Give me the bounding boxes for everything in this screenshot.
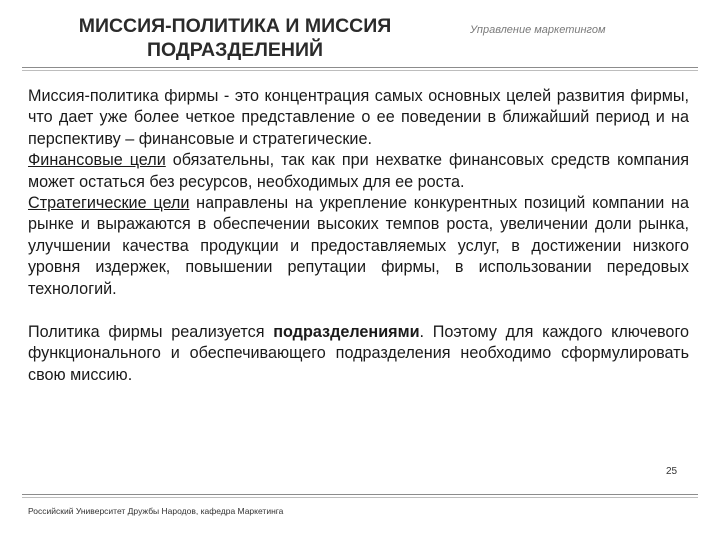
course-label: Управление маркетингом [470,24,606,36]
term-departments: подразделениями [273,323,420,342]
footer-institution: Российский Университет Дружбы Народов, кафедра Маркетинга [28,506,284,516]
slide-title [40,14,430,62]
term-mission-policy: Миссия-политика фирмы [28,87,219,105]
paragraph-financial-goals [28,150,689,193]
slide-title-line2: ПОДРАЗДЕЛЕНИЙ [146,39,324,61]
text-mission-policy: - это концентрация самых основных целей развития фирмы, что дает уже более четкое представление о ее поведении в ближайший период и на перспективу – финансовые и стратегические. [28,87,689,148]
paragraph-departments [28,322,689,386]
slide-body [28,86,689,386]
term-financial-goals: Финансовые цели [28,151,166,170]
text-strategic-goals: направлены на укрепление конкурентных позиций компании на рынке и выражаются в обеспечении высоких темпов роста, увеличении доли рынка, улучшении качества продукции и предоставляемых услуг, в достижении низкого уровня издержек, повышении репутации фирмы, в использовании передовых технологий. [28,194,689,298]
page-number: 25 [666,466,678,477]
term-strategic-goals: Стратегические цели [28,194,190,213]
header-divider-thin [22,70,698,71]
header-divider [22,67,698,68]
text-departments-end: . Поэтому для каждого ключевого функционального и обеспечивающего подразделения необходимо сформулировать свою миссию. [28,323,689,384]
footer-divider [22,494,698,495]
paragraph-strategic-goals [28,193,689,300]
text-financial-goals: обязательны, так как при нехватке финансовых средств компания может остаться без ресурсов, необходимых для ее роста. [28,151,689,191]
paragraph-mission-policy [28,86,689,150]
text-departments-start: Политика фирмы реализуется [28,323,274,342]
slide-title-line1: МИССИЯ-ПОЛИТИКА И МИССИЯ [78,15,392,37]
footer-divider-thin [22,497,698,498]
